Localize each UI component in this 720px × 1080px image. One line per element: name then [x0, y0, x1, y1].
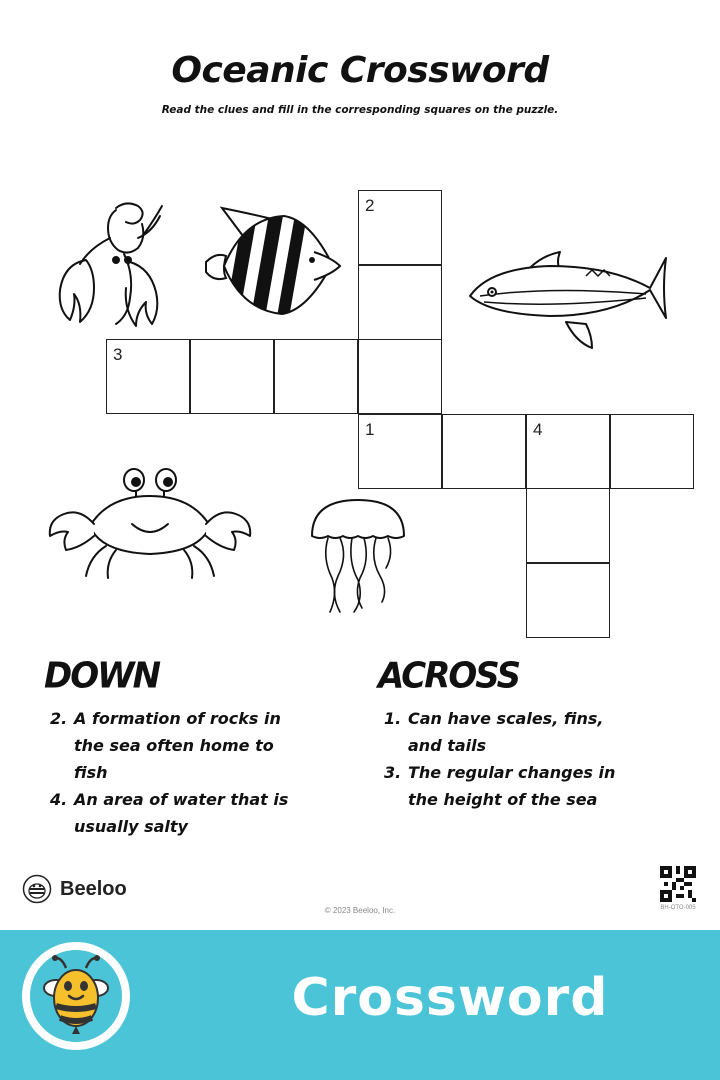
clue-number: 2 [365, 196, 375, 215]
category-banner [0, 930, 720, 1080]
worksheet-title: Oceanic Crossword [171, 50, 549, 91]
grid-cell[interactable] [442, 414, 526, 489]
clue-number: 4 [533, 420, 543, 439]
bee-icon [20, 940, 132, 1052]
across-clue-list [384, 705, 624, 813]
qr-code-label: BH-OTO-005 [660, 905, 696, 911]
across-heading: ACROSS [378, 655, 520, 697]
grid-cell[interactable] [610, 414, 694, 489]
clue-item-number: 3. [384, 763, 402, 782]
across-clue-item [384, 705, 624, 759]
down-clue-item [50, 786, 310, 840]
grid-cell[interactable] [358, 414, 442, 489]
jellyfish-icon [306, 496, 410, 620]
grid-cell[interactable] [190, 339, 274, 414]
clue-item-text: The regular changes in the height of the sea [408, 763, 616, 809]
grid-cell[interactable] [526, 414, 610, 489]
clue-number: 1 [365, 420, 375, 439]
clue-item-number: 4. [50, 790, 68, 809]
tuna-icon [466, 250, 670, 354]
crab-icon [46, 468, 254, 584]
angelfish-icon [204, 204, 344, 328]
brand-name: Beeloo [60, 877, 127, 900]
clue-item-number: 1. [384, 709, 402, 728]
grid-cell[interactable] [358, 265, 442, 340]
clue-item-text: Can have scales, fins, and tails [408, 709, 604, 755]
grid-cell[interactable] [358, 339, 442, 414]
worksheet-instructions: Read the clues and fill in the corresponding squares on the puzzle. [161, 104, 559, 116]
grid-cell[interactable] [274, 339, 358, 414]
grid-cell[interactable] [526, 488, 610, 563]
down-heading: DOWN [44, 655, 160, 697]
banner-title: Crossword [291, 968, 609, 1028]
clue-item-text: A formation of rocks in the sea often home to fish [74, 709, 281, 782]
copyright: © 2023 Beeloo, Inc. [324, 906, 396, 915]
bee-icon [22, 874, 52, 904]
grid-cell[interactable] [106, 339, 190, 414]
clue-item-number: 2. [50, 709, 68, 728]
lobster-icon [46, 198, 166, 330]
brand-logo [22, 874, 127, 904]
clue-item-text: An area of water that is usually salty [74, 790, 289, 836]
across-clue-item [384, 759, 624, 813]
down-clue-list [50, 705, 310, 840]
grid-cell[interactable] [526, 563, 610, 638]
down-clue-item [50, 705, 310, 786]
grid-cell[interactable] [358, 190, 442, 265]
qr-code-icon [660, 866, 696, 902]
clue-number: 3 [113, 345, 123, 364]
